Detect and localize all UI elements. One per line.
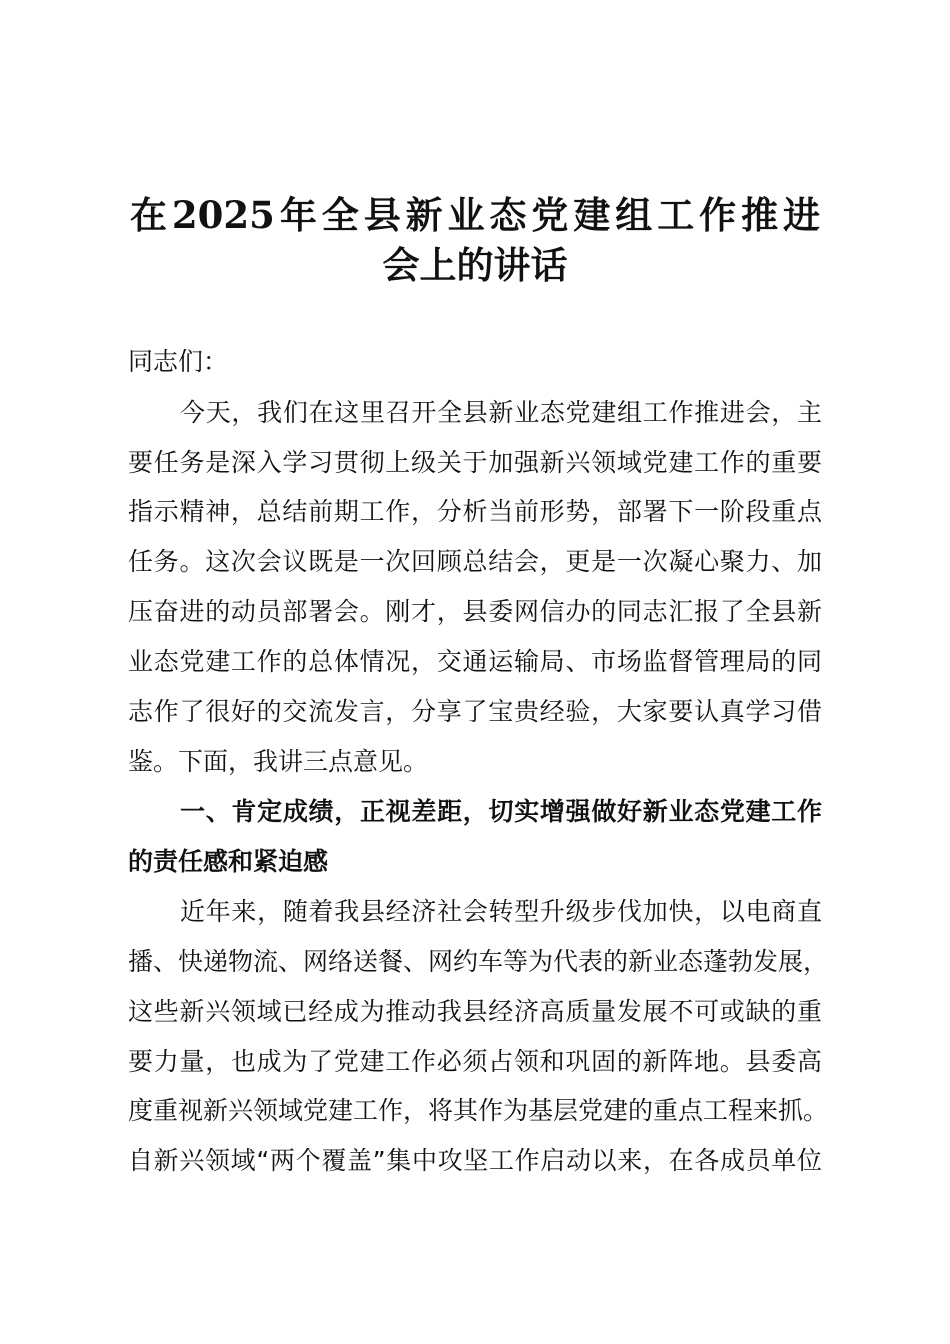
document-title-line-1: 在2025年全县新业态党建组工作推进	[130, 193, 820, 237]
text-line: 这些新兴领域已经成为推动我县经济高质量发展不可或缺的重	[128, 997, 822, 1026]
text-line: 播、快递物流、网络送餐、网约车等为代表的新业态蓬勃发展，	[128, 947, 829, 976]
text-line: 业态党建工作的总体情况，交通运输局、市场监督管理局的同	[128, 647, 822, 676]
heading-line: 一、肯定成绩，正视差距，切实增强做好新业态党建工作	[180, 797, 822, 826]
text-line: 今天，我们在这里召开全县新业态党建组工作推进会，主	[180, 398, 822, 427]
text-line: 鉴。下面，我讲三点意见。	[128, 747, 429, 776]
text-line: 要力量，也成为了党建工作必须占领和巩固的新阵地。县委高	[128, 1047, 822, 1076]
text-line: 近年来，随着我县经济社会转型升级步伐加快，以电商直	[180, 897, 822, 926]
document-title-line-2: 会上的讲话	[382, 243, 568, 287]
text-line: 要任务是深入学习贯彻上级关于加强新兴领域党建工作的重要	[128, 448, 822, 477]
text-line: 指示精神，总结前期工作，分析当前形势，部署下一阶段重点	[128, 497, 822, 526]
text-line: 度重视新兴领域党建工作，将其作为基层党建的重点工程来抓。	[128, 1096, 829, 1125]
text-line: 自新兴领域“两个覆盖”集中攻坚工作启动以来，在各成员单位	[128, 1146, 822, 1175]
text-line: 任务。这次会议既是一次回顾总结会，更是一次凝心聚力、加	[128, 547, 822, 576]
heading-line: 的责任感和紧迫感	[128, 847, 329, 876]
text-line: 压奋进的动员部署会。刚才，县委网信办的同志汇报了全县新	[128, 597, 822, 626]
salutation: 同志们：	[128, 347, 229, 376]
text-line: 志作了很好的交流发言，分享了宝贵经验，大家要认真学习借	[128, 697, 822, 726]
